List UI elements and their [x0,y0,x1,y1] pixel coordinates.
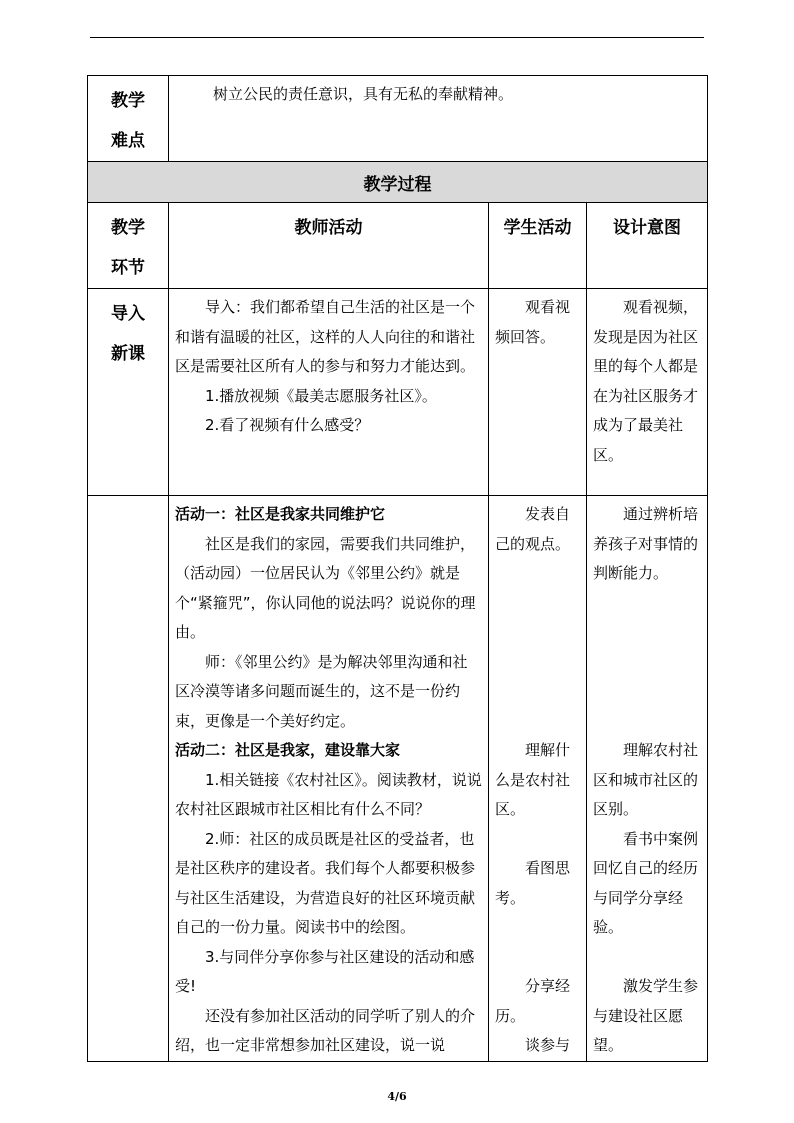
intent-share-cases: 看书中案例回忆自己的经历与同学分享经验。 [593,829,699,936]
intent-rural-urban: 理解农村社区和城市社区的区别。 [593,741,699,818]
intro-paragraph: 导入：我们都希望自己生活的社区是一个和谐有温暖的社区，这样的人人向往的和谐社区是需要社区所有人的参与和努力才能达到。 [175,298,476,375]
page-number: 4/6 [387,1090,407,1103]
lesson-plan-table [87,75,708,1062]
intro-student-text: 观看视频回答。 [495,298,571,346]
student-understand-rural: 理解什么是农村社区。 [495,741,571,818]
header-student-activity: 学生活动 [489,203,587,289]
student-opinion: 发表自己的观点。 [495,505,571,553]
header-stage [88,203,169,289]
header-stage-line1: 教学 [111,218,145,238]
label-difficulty-line1: 教学 [111,91,145,111]
activities-student [489,496,587,1062]
intro-intent-text: 观看视频，发现是因为社区里的每个人都是在为社区服务才成为了最美社区。 [593,298,699,464]
difficulty-text: 树立公民的责任意识，具有无私的奉献精神。 [213,85,514,103]
intro-teacher-activity [169,289,489,496]
row-activities [88,496,708,1062]
intro-design-intent [587,289,708,496]
row-introduction [88,289,708,496]
activity-2-note: 还没有参加社区活动的同学听了别人的介绍，也一定非常想参加社区建设，说一说 [175,1006,476,1054]
activities-teacher [169,496,489,1062]
row-headers [88,203,708,289]
activity-1-teacher-note: 师：《邻里公约》是为解决邻里沟通和社区冷漠等诸多问题而诞生的，这不是一份约束，更像是一个美好约定。 [175,652,468,730]
intro-student-activity [489,289,587,496]
intro-step-1: 1.播放视频《最美志愿服务社区》。 [205,386,437,405]
intent-motivate: 激发学生参与建设社区愿望。 [593,977,699,1054]
activity-2-step-1: 1.相关链接《农村社区》。阅读教材，说说农村社区跟城市社区相比有什么不同？ [175,770,482,818]
header-design-intent: 设计意图 [587,203,708,289]
activity-1-text: 社区是我们的家园，需要我们共同维护，（活动园）一位居民认为《邻里公约》就是个“紧箍咒”，你认同他的说法吗？说说你的理由。 [175,534,476,641]
row-section-title [88,162,708,203]
student-talk-participation: 谈参与 [525,1036,571,1054]
intent-judgement: 通过辨析培养孩子对事情的判断能力。 [593,505,699,582]
header-teacher-activity: 教师活动 [169,203,489,289]
stage-introduction [88,289,169,496]
row-difficulty [88,76,708,162]
activity-2-step-3: 3.与同伴分享你参与社区建设的活动和感受! [175,947,475,995]
student-look-think: 看图思考。 [495,859,571,907]
stage-introduction-line1: 导入 [111,304,145,324]
activity-1-title: 活动一：社区是我家共同维护它 [175,505,386,523]
activity-2-step-2: 2.师：社区的成员既是社区的受益者，也是社区秩序的建设者。我们每个人都要积极参与社区生活建设，为营造良好的社区环境贡献自己的一份力量。阅读书中的绘图。 [175,829,476,936]
stage-activities [88,496,169,1062]
label-difficulty-line2: 难点 [111,131,145,151]
header-stage-line2: 环节 [111,258,145,278]
intro-step-2: 2.看了视频有什么感受？ [205,416,370,434]
stage-introduction-line2: 新课 [111,344,145,364]
activity-2-title: 活动二：社区是我家，建设靠大家 [175,741,401,759]
section-title: 教学过程 [88,162,708,203]
header-rule [90,37,704,38]
difficulty-content [169,76,708,162]
activities-design-intent [587,496,708,1062]
student-share-experience: 分享经历。 [495,977,571,1025]
label-difficulty [88,76,169,162]
